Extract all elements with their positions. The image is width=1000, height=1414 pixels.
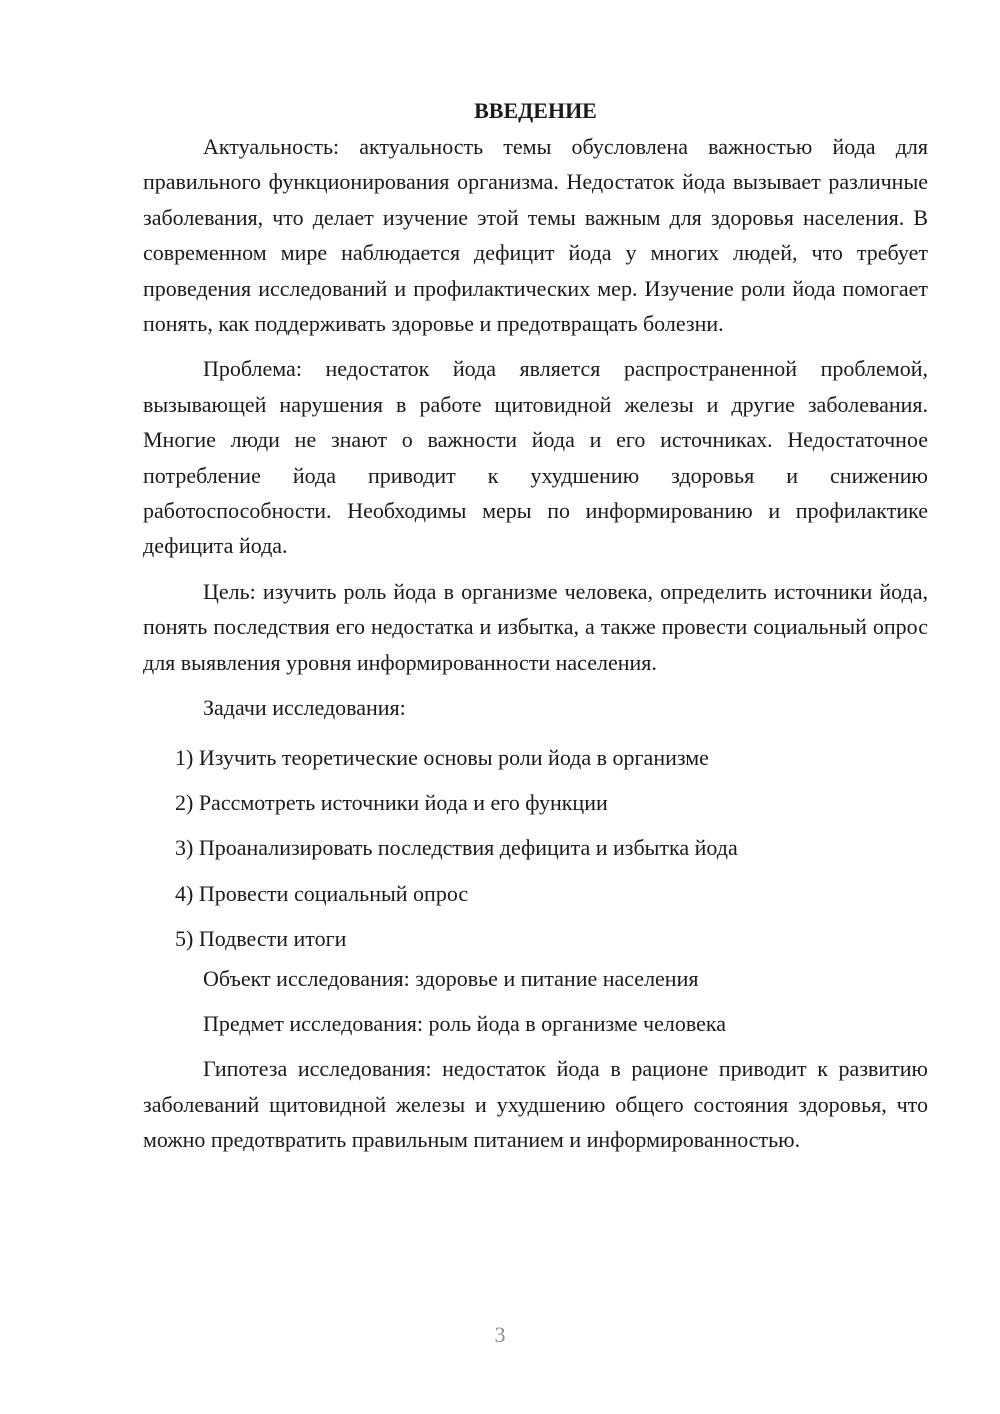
goal-paragraph: Цель: изучить роль йода в организме человека, определить источники йода, понять последствия его недостатка и избытка, а также провести социальный опрос для выявления уровня информированности населения. <box>143 578 928 675</box>
list-item: 5) Подвести итоги <box>175 925 347 951</box>
section-title: ВВЕДЕНИЕ <box>474 98 597 123</box>
tasks-heading: Задачи исследования: <box>203 695 406 721</box>
list-item: 2) Рассмотреть источники йода и его функции <box>175 790 608 816</box>
subject-line: Предмет исследования: роль йода в организме человека <box>203 1011 727 1037</box>
page-number: 3 <box>494 1322 506 1347</box>
hypothesis-paragraph: Гипотеза исследования: недостаток йода в рационе приводит к развитию заболеваний щитовидной железы и ухудшению общего состояния здоровья, что можно предотвратить правильным питанием и информированностью. <box>143 1056 928 1153</box>
tasks-list <box>143 735 928 961</box>
list-item: 4) Провести социальный опрос <box>175 880 469 906</box>
problem-paragraph: Проблема: недостаток йода является распространенной проблемой, вызывающей нарушения в работе щитовидной железы и другие заболевания. Многие люди не знают о важности йода и его источниках. Недостаточное потребление йода приводит к ухудшению здоровья и снижению работоспособности. Необходимы меры по информированию и профилактике дефицита йода. <box>143 356 928 559</box>
list-item: 1) Изучить теоретические основы роли йода в организме <box>175 745 709 771</box>
page-content <box>143 92 928 1158</box>
list-item: 3) Проанализировать последствия дефицита и избытка йода <box>175 835 738 861</box>
object-line: Объект исследования: здоровье и питание населения <box>203 966 699 992</box>
relevance-paragraph: Актуальность: актуальность темы обусловлена важностью йода для правильного функционирования организма. Недостаток йода вызывает различные заболевания, что делает изучение этой темы важным для здоровья населения. В современном мире наблюдается дефицит йода у многих людей, что требует проведения исследований и профилактических мер. Изучение роли йода помогает понять, как поддерживать здоровье и предотвращать болезни. <box>143 134 928 337</box>
